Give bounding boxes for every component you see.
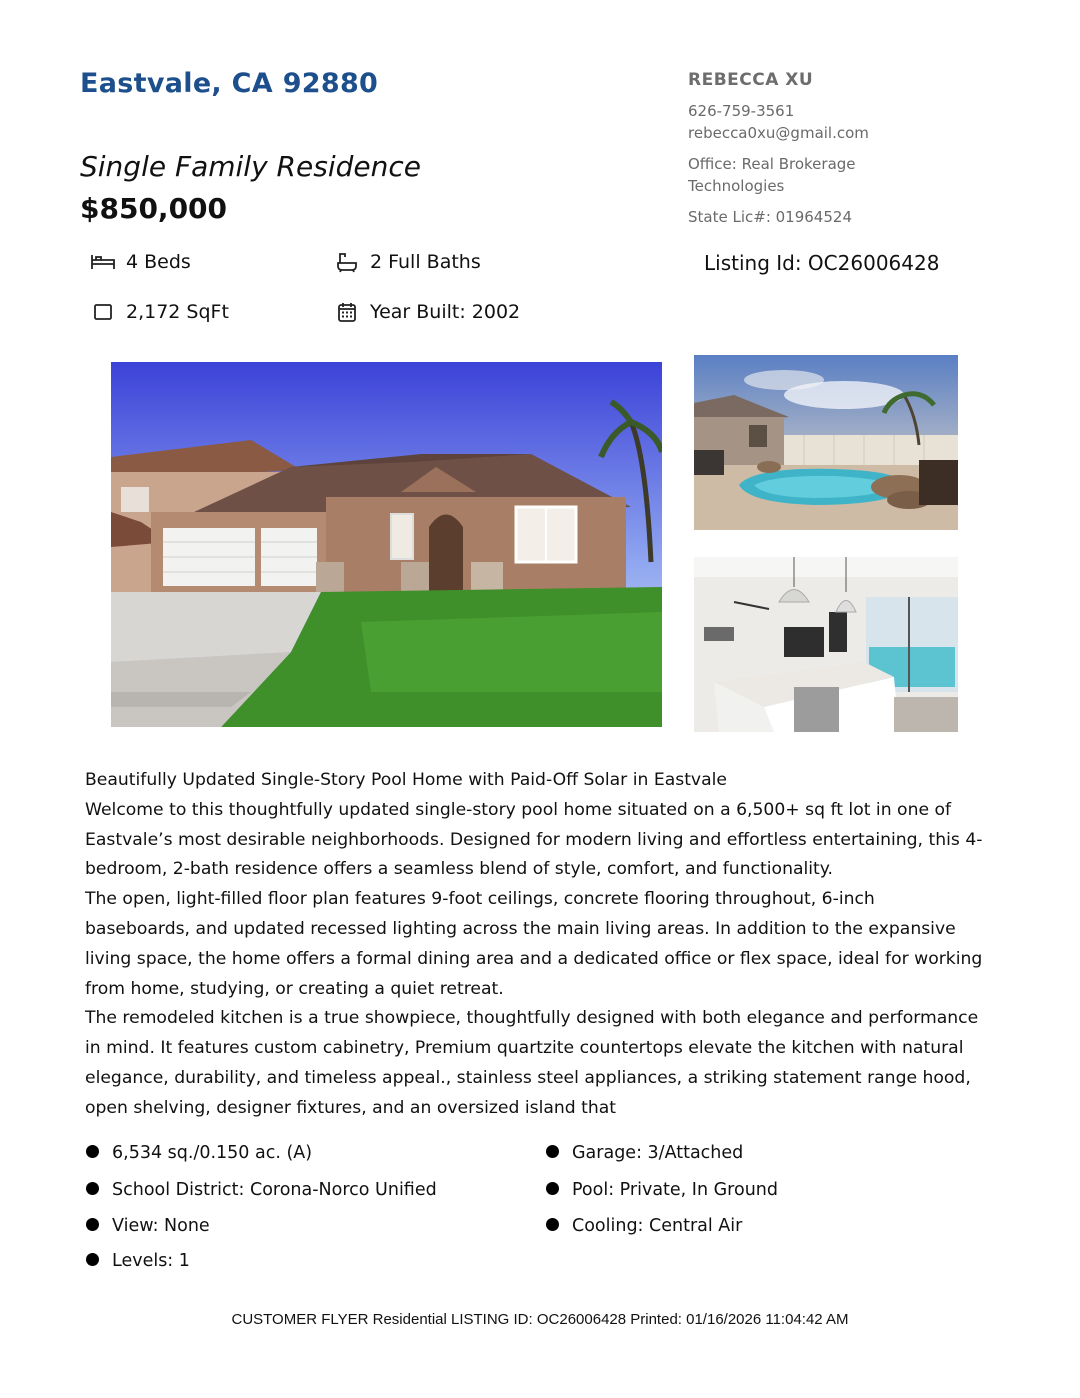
baths-label: 2 Full Baths	[370, 251, 481, 273]
property-price: $850,000	[80, 192, 228, 225]
beds-label: 4 Beds	[126, 251, 191, 273]
fact-sqft	[90, 301, 229, 323]
feature-item: 6,534 sq./0.150 ac. (A)	[86, 1143, 312, 1163]
feature-item: School District: Corona-Norco Unified	[86, 1180, 437, 1200]
agent-office-line2: Technologies	[688, 177, 785, 195]
feature-item: Levels: 1	[86, 1251, 190, 1271]
property-description	[85, 766, 985, 1124]
agent-email[interactable]: rebecca0xu@gmail.com	[688, 124, 869, 142]
bullet-icon	[86, 1145, 99, 1158]
description-paragraph: The remodeled kitchen is a true showpiece, thoughtfully designed with both elegance and performance in mind. It features custom cabinetry, Premium quartzite countertops elevate the kitchen with natural elegance, durability, and timeless appeal., stainless steel appliances, a striking statement range hood, open shelving, designer fixtures, and an oversized island that	[85, 1008, 979, 1118]
bullet-icon	[86, 1218, 99, 1231]
bullet-icon	[546, 1145, 559, 1158]
feature-item: View: None	[86, 1216, 210, 1236]
year-built-label: Year Built: 2002	[370, 301, 521, 323]
side-photo-kitchen	[694, 557, 958, 732]
fact-beds	[90, 251, 191, 273]
agent-office-line1: Office: Real Brokerage	[688, 154, 856, 173]
bed-icon	[90, 251, 116, 273]
flyer-footer: CUSTOMER FLYER Residential LISTING ID: OC26006428 Printed: 01/16/2026 11:04:42 AM	[231, 1311, 849, 1328]
bullet-icon	[86, 1253, 99, 1266]
square-icon	[90, 301, 116, 323]
feature-item: Garage: 3/Attached	[546, 1143, 743, 1163]
fact-baths	[334, 251, 481, 273]
listing-id: Listing Id: OC26006428	[704, 251, 940, 275]
feature-item: Cooling: Central Air	[546, 1216, 742, 1236]
bullet-icon	[86, 1182, 99, 1195]
property-location: Eastvale, CA 92880	[80, 68, 379, 99]
calendar-icon	[334, 301, 360, 323]
agent-phone[interactable]: 626-759-3561	[688, 101, 795, 120]
feature-item: Pool: Private, In Ground	[546, 1180, 778, 1200]
side-photo-pool	[694, 355, 958, 530]
description-headline: Beautifully Updated Single-Story Pool Home with Paid-Off Solar in Eastvale	[85, 770, 727, 790]
agent-name: REBECCA XU	[688, 70, 814, 90]
description-paragraph: Welcome to this thoughtfully updated single-story pool home situated on a 6,500+ sq ft lot in one of Eastvale’s most desirable neighborhoods. Designed for modern living and effortless entertaining, this 4-bedroom, 2-bath residence offers a seamless blend of style, comfort, and functionality.	[85, 799, 983, 880]
main-photo-house-exterior	[111, 362, 662, 727]
property-type: Single Family Residence	[80, 150, 421, 183]
agent-info	[688, 68, 988, 228]
sqft-label: 2,172 SqFt	[126, 301, 229, 323]
bullet-icon	[546, 1218, 559, 1231]
description-paragraph: The open, light-filled floor plan features 9-foot ceilings, concrete flooring throughout, 6-inch baseboards, and updated recessed lighting across the main living areas. In addition to the expansive living space, the home offers a formal dining area and a dedicated office or flex space, ideal for working from home, studying, or creating a quiet retreat.	[85, 889, 983, 999]
fact-year-built	[334, 301, 520, 323]
bullet-icon	[546, 1182, 559, 1195]
bathtub-icon	[334, 251, 360, 273]
agent-license: State Lic#: 01964524	[688, 207, 852, 226]
